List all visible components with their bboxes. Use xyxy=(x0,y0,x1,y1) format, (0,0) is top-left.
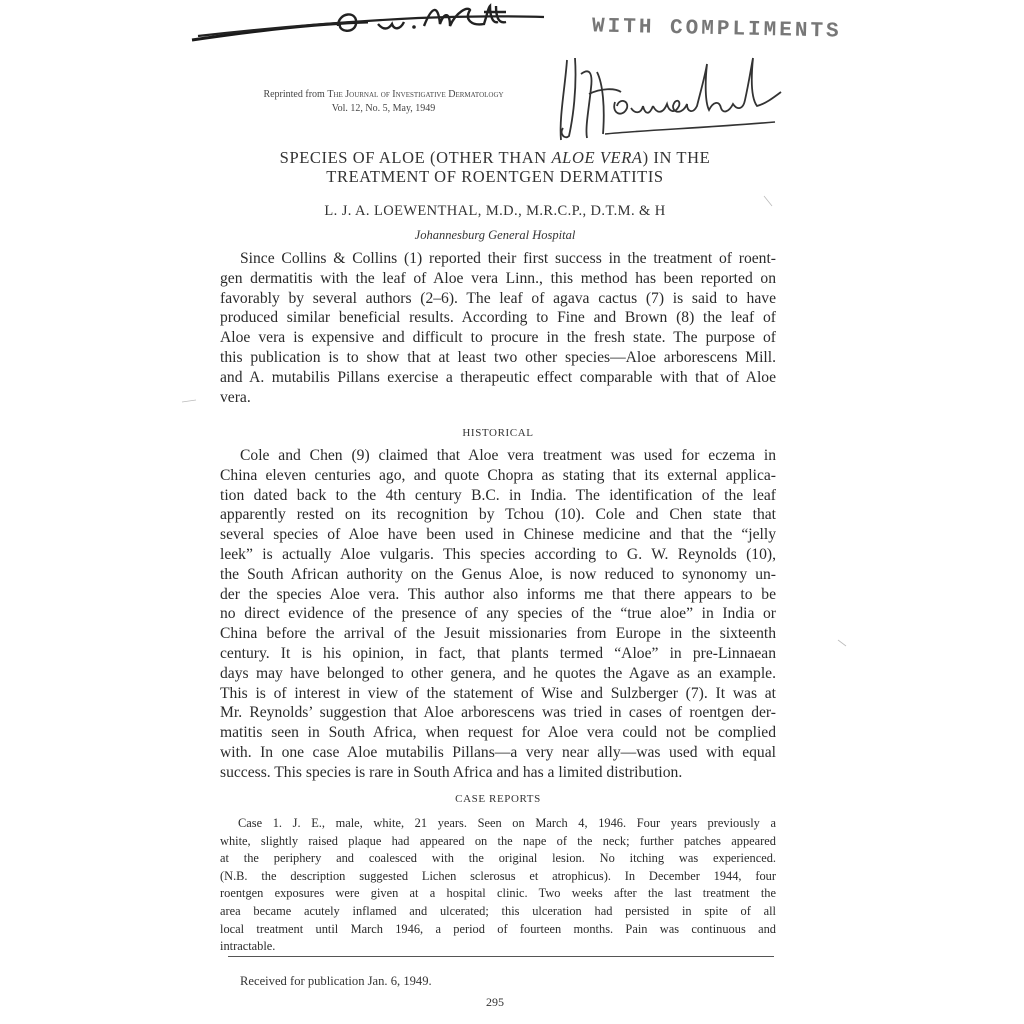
journal-volume: Vol. 12, No. 5, May, 1949 xyxy=(331,103,436,114)
title-part2: ) IN THE xyxy=(642,148,711,167)
intro-line: Since Collins & Collins (1) reported their first success in the treatment of roent- xyxy=(240,250,776,267)
historical-heading: HISTORICAL xyxy=(462,427,534,439)
paper-title xyxy=(180,148,810,186)
case-reports-heading: CASE REPORTS xyxy=(455,793,541,805)
case-line: local treatment until March 1946, a period of fourteen months. Pain was continuous and xyxy=(220,921,776,936)
historical-line: leek” is actually Aloe vulgaris. This species according to G. W. Reynolds (10), xyxy=(220,545,776,563)
intro-line: vera. xyxy=(220,388,251,406)
intro-line: and A. mutabilis Pillans exercise a therapeutic effect comparable with that of Aloe xyxy=(220,368,776,386)
journal-name: The Journal of Investigative Dermatology xyxy=(327,89,504,100)
handwritten-signature-watt xyxy=(188,2,548,48)
historical-line: with. In one case Aloe mutabilis Pillans—a very near ally—was used with equal xyxy=(220,743,776,761)
intro-line: favorably by several authors (2–6). The leaf of agava cactus (7) is said to have xyxy=(220,289,776,307)
with-compliments-stamp: WITH COMPLIMENTS xyxy=(591,15,842,44)
case-line: at the periphery and coalesced with the original lesion. No itching was experienced. xyxy=(220,851,776,866)
author-line: L. J. A. LOEWENTHAL, M.D., M.R.C.P., D.T.M. & H xyxy=(324,203,666,219)
historical-line: der the species Aloe vera. This author also informs me that there appears to be xyxy=(220,585,776,603)
intro-line: produced similar beneficial results. According to Fine and Brown (8) the leaf of xyxy=(220,309,776,327)
historical-line: This is of interest in view of the statement of Wise and Sulzberger (7). It was at xyxy=(220,684,776,702)
reprint-prefix: Reprinted from xyxy=(263,89,325,100)
handwritten-signature-loewenthal xyxy=(545,48,785,148)
title-italic: ALOE VERA xyxy=(551,148,643,167)
historical-line: China before the arrival of the Jesuit missionaries from Europe in the sixteenth xyxy=(220,625,776,643)
title-line2: TREATMENT OF ROENTGEN DERMATITIS xyxy=(326,167,664,186)
historical-line: Cole and Chen (9) claimed that Aloe vera treatment was used for eczema in xyxy=(240,447,776,464)
historical-line: Mr. Reynolds’ suggestion that Aloe arborescens was tried in cases of roentgen der- xyxy=(220,704,776,722)
reprint-notice xyxy=(216,88,551,116)
case-line: intractable. xyxy=(220,939,276,954)
title-part1: SPECIES OF ALOE (OTHER THAN xyxy=(279,148,552,167)
intro-line: gen dermatitis with the leaf of Aloe vera Linn., this method has been reported on xyxy=(220,269,776,287)
affiliation: Johannesburg General Hospital xyxy=(414,228,576,242)
historical-line: days may have belonged to other genera, and he quotes the Agave as an example. xyxy=(220,664,776,682)
historical-line: China eleven centuries ago, and quote Chopra as stating that its external applica- xyxy=(220,466,776,484)
case-line: area became acutely inflamed and ulcerated; this ulceration had persisted in spite of all xyxy=(220,903,776,918)
historical-line: tion dated back to the 4th century B.C. in India. The identification of the leaf xyxy=(220,486,776,504)
historical-line: no direct evidence of the presence of any species of the “true aloe” in India or xyxy=(220,605,776,623)
historical-line: several species of Aloe have been used in Chinese medicine and that the “jelly xyxy=(220,526,776,544)
historical-line: the South African authority on the Genus Aloe, is now reduced to synonomy un- xyxy=(220,565,776,583)
historical-line: century. It is his opinion, in fact, that plants termed “Aloe” in pre-Linnaean xyxy=(220,644,776,662)
case-1-paragraph xyxy=(220,815,776,956)
received-date-footnote: Received for publication Jan. 6, 1949. xyxy=(240,974,432,988)
case-line: white, slightly raised plaque had appeared on the nape of the neck; further patches appeared xyxy=(220,833,776,848)
intro-paragraph xyxy=(220,249,776,407)
case-line: roentgen exposures were given at a hospital clinic. Two weeks after the last treatment the xyxy=(220,886,776,901)
historical-line: apparently rested on its recognition by Tchou (10). Cole and Chen state that xyxy=(220,506,776,524)
historical-line: success. This species is rare in South Africa and has a limited distribution. xyxy=(220,763,683,781)
intro-line: Aloe vera is expensive and difficult to procure in the fresh state. The purpose of xyxy=(220,329,776,347)
footnote-divider xyxy=(228,956,774,957)
case-line: Case 1. J. E., male, white, 21 years. Seen on March 4, 1946. Four years previously a xyxy=(238,816,776,830)
case-line: (N.B. the description suggested Lichen sclerosus et atrophicus). In December 1944, four xyxy=(220,868,776,883)
page-number: 295 xyxy=(486,995,504,1009)
intro-line: this publication is to show that at least two other species—Aloe arborescens Mill. xyxy=(220,348,776,366)
historical-line: matitis seen in South Africa, when request for Aloe vera could not be complied xyxy=(220,724,776,742)
historical-paragraph xyxy=(220,446,776,783)
